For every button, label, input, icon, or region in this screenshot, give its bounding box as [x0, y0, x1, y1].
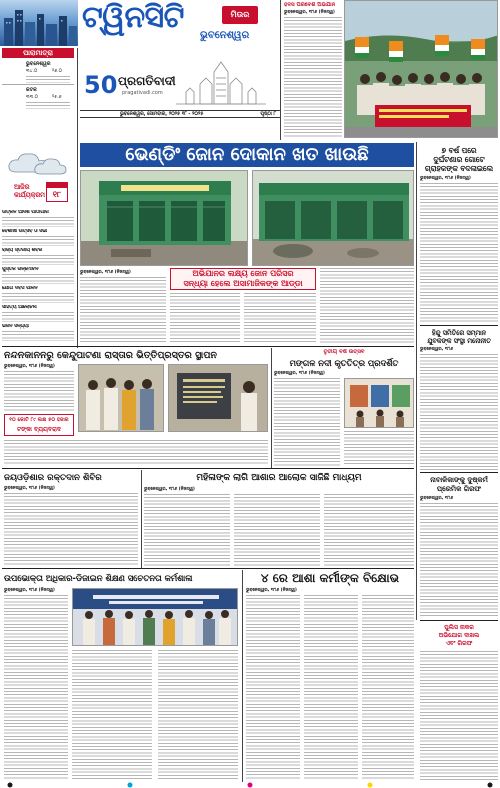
program-list: [2, 210, 74, 342]
nandankanan-body-1: [4, 371, 74, 411]
art-headline: ମଙ୍ଗଳ ନଦୀ କୃତତିତ୍ର ପ୍ରଦର୍ଶିତ: [289, 358, 399, 368]
weather-min-1: ୨୬.୦: [52, 69, 62, 74]
rally-photo: [344, 0, 498, 138]
lead-byline: ଭୁବନେଶ୍ୱର, ୧୮ା୬ (ନିଜସ୍ୱ): [80, 270, 131, 275]
blood-headline: ଜୟଓଡ଼ିଶାର ରକ୍ତଦାନ ଶିବିର: [4, 473, 102, 483]
women-headline: ମହିଳାଙ୍କ ଲାଗି ଆଶାର ଆଲୋକ ସାଜିଛି ମାଧ୍ୟମ: [196, 473, 362, 483]
workshop-body-3: [158, 650, 238, 780]
blood-body: [4, 493, 138, 565]
section-divider: [2, 568, 414, 569]
publisher-site: pragativadi.com: [122, 90, 163, 96]
program-item: [2, 248, 74, 265]
lead-body-col-3: [244, 293, 316, 343]
masthead-badge: ମିଉର: [222, 6, 258, 24]
lead-subhead: ଅଭିଯାନର ଲକ୍ଷ୍ୟ ଜୋନ ପରିସର: [192, 269, 294, 278]
program-label: ଆଜିର କାର୍ଯ୍ୟକ୍ରମ: [14, 183, 45, 199]
art-byline: ଭୁବନେଶ୍ୱର, ୧୮ା୬ (ନିଜସ୍ୱ): [274, 371, 325, 376]
publisher-logo: ପ୍ରଗତିବାଦୀ: [118, 74, 176, 88]
column-divider: [280, 0, 281, 140]
column-divider: [77, 48, 78, 348]
small-right-headline-3: ଏବଂ ଗିରଫ: [445, 640, 473, 647]
masthead-title: ଟ୍ୱିନସିଟି: [82, 0, 184, 35]
workshop-headline: ଉପଭୋକ୍ତା ଅଧିକାର-ଡିଜାଇନ ଶିକ୍ଷଣ ସଚେତନତା କର୍ମଶାଳା: [4, 573, 193, 583]
program-item: [2, 267, 74, 284]
lead-subhead-box: [170, 268, 316, 290]
weather-max-1: ୩୪.୦: [26, 69, 38, 74]
small-right-headline-1: ପୁଲିସ ନାକର: [444, 624, 474, 631]
program-date-badge: [46, 182, 68, 202]
asha-headline: ୪ ରେ ଆଶା କର୍ମୀଙ୍କ ବିକ୍ଷୋଭ: [260, 571, 400, 585]
right-story2-byline: ଭୁବନେଶ୍ୱର, ୧୮ା୬: [420, 347, 454, 352]
vending-zone-photo-2: [252, 170, 414, 266]
right-story1-headline-2: ଦୁର୍ଘଟଣାର ଗୋଟେ: [433, 155, 485, 164]
section-divider: [2, 468, 414, 469]
workshop-body-1: [4, 595, 68, 780]
right-story3-body: [420, 503, 498, 618]
lead-headline-box: [80, 143, 414, 167]
nandankanan-photo-1: [78, 364, 164, 432]
vending-zone-photo-1: [80, 170, 248, 266]
lead-subhead-2: ସନ୍ଧ୍ୟା ହେଲେ ଅସାମାଜିକଙ୍କ ଆଡ୍ଡା: [183, 279, 303, 288]
page-number: ପୃଷ୍ଠା ୮: [260, 112, 276, 117]
program-item-title: ରାଜ୍ୟ ସ୍ତରୀୟ ଶିବିର: [2, 248, 43, 253]
anniversary-number: 50: [84, 71, 118, 99]
art-body-1: [274, 378, 340, 466]
program-item-title: ଭଜନ ସନ୍ଧ୍ୟା: [2, 324, 29, 329]
program-item-title: ଯୋଗ ଦିବସ ପାଳନ: [2, 286, 38, 291]
right-story1-body: [420, 183, 498, 323]
nandankanan-body-2: [4, 440, 268, 464]
weather-city-2: କଟକ: [26, 87, 37, 93]
program-item: [2, 324, 74, 341]
program-item: [2, 210, 74, 227]
program-item-title: ବୈଶାଖୀ ଉତ୍ସବ ଓ ସଭା: [2, 229, 48, 234]
top-story-kicker: ହଦସ ପରିବେଶ ଅଭିଯାନ: [284, 2, 336, 8]
women-body-2: [234, 494, 320, 566]
small-right-headline-2: ଅଭିଯୋଗ ଦାଖଲ: [438, 632, 480, 639]
right-story2-headline-2: ଯୁବକଙ୍କ ସଂସ୍ଥା ମନୋନୀତ: [427, 337, 491, 345]
budget-box: [4, 414, 74, 436]
masthead-city: ଭୁବନେଶ୍ୱର: [200, 30, 250, 41]
dateline-bar: [80, 110, 280, 118]
right-story1-headline-3: ଗ୍ରାହକଙ୍କ ବଦଳାଇଲେ: [424, 164, 494, 173]
program-item-title: ସାହିତ୍ୟ ଆଲୋଚନା: [2, 305, 37, 310]
cloud-icon: [6, 150, 68, 176]
weather-row-2: [2, 87, 74, 111]
weather-panel: [2, 59, 74, 115]
women-body-1: [144, 494, 230, 566]
nandankanan-byline: ଭୁବନେଶ୍ୱର, ୧୮ା୬ (ନିଜସ୍ୱ): [4, 364, 55, 369]
program-date: ୧୮: [52, 190, 62, 199]
right-story2-headline-1: ହିନ୍ଦୁ ସମିତିରେ ସମ୍ମାନ: [431, 329, 487, 337]
nandankanan-headline: ନନ୍ଦନକାନନରୁ କେନ୍ଦୁପାଟଣା ରାସ୍ତାର ଭିତ୍ତିପ୍ରସ୍ତର ସ୍ଥାପନ: [4, 350, 217, 361]
program-item: [2, 286, 74, 303]
top-story-body: [284, 17, 342, 137]
dateline: ଭୁବନେଶ୍ୱର, ସୋମବାର, ୨୦୨୫ ୧୮ - ୨୦୨୫: [120, 112, 204, 117]
temple-illustration: [176, 60, 266, 106]
nandankanan-photo-2: [168, 364, 268, 432]
lead-body-col-1: [80, 277, 166, 343]
workshop-byline: ଭୁବନେଶ୍ୱର, ୧୮ା୬ (ନିଜସ୍ୱ): [4, 588, 55, 593]
lead-body-col-4: [320, 268, 414, 343]
column-divider: [271, 348, 272, 468]
asha-byline: ଭୁବନେଶ୍ୱର, ୧୮ା୬ (ନିଜସ୍ୱ): [246, 588, 297, 593]
program-item-title: ପୁସ୍ତକ ଉନ୍ମୋଚନ: [2, 267, 39, 272]
weather-city-1: ଭୁବନେଶ୍ୱର: [26, 61, 51, 67]
budget-line-1: ୧୦ କୋଟି ୮୯ ଲକ୍ଷ ୫୦ ହଜାର: [9, 417, 69, 423]
registration-marks: [0, 782, 500, 788]
art-exhibition-photo: [344, 378, 414, 428]
asha-body-1: [246, 595, 300, 780]
section-divider: [2, 346, 414, 347]
asha-body-3: [362, 595, 414, 780]
lead-body-col-2: [170, 293, 240, 343]
anniversary-logo: [84, 70, 118, 100]
top-story-byline: ଭୁବନେଶ୍ୱର, ୧୮ା୬ (ନିଜସ୍ୱ): [284, 10, 335, 15]
right-story3-headline-1: ନାବାଳିକାଙ୍କୁ ଦୁଷ୍କର୍ମ: [430, 476, 488, 484]
right-story1-byline: ଭୁବନେଶ୍ୱର, ୧୮ା୬ (ନିଜସ୍ୱ): [420, 176, 471, 181]
art-kicker: ତୃତୀୟ ବର୍ଷ ଉତ୍ସବ: [323, 349, 365, 355]
weather-row-1: [2, 61, 74, 85]
column-divider: [141, 470, 142, 568]
column-divider: [416, 142, 417, 620]
section-divider: [420, 620, 498, 621]
right-story3-byline: ଭୁବନେଶ୍ୱର, ୧୮ା୬: [420, 496, 454, 501]
weather-max-2: ୩୩.୦: [26, 95, 39, 100]
right-story2-body: [420, 354, 498, 470]
section-divider: [420, 325, 498, 326]
column-divider: [242, 570, 243, 782]
program-item: [2, 229, 74, 246]
right-story3-headline-2: ପ୍ରେମିକ ଗିରଫ: [436, 485, 482, 493]
weather-heading: ପାରାମାତ୍ରା: [2, 48, 74, 58]
women-byline: ଭୁବନେଶ୍ୱର, ୧୮ା୬ (ନିଜସ୍ୱ): [144, 487, 195, 492]
section-divider: [420, 472, 498, 473]
program-item: [2, 305, 74, 322]
small-right-body: [420, 651, 498, 780]
weather-min-2: ୨୫.୬: [52, 95, 62, 100]
lead-headline: ଭେଣ୍ଡିଂ ଜୋନ ଦୋକାନ ଖତ ଖାଉଛି: [125, 144, 369, 165]
women-body-3: [324, 494, 414, 566]
asha-body-2: [304, 595, 358, 780]
right-story1-headline-1: ୭ ବର୍ଷ ପରେ: [441, 146, 477, 155]
workshop-body-2: [72, 650, 152, 780]
art-body-2: [344, 431, 414, 466]
budget-line-2: ଟଙ୍କା ବ୍ୟୟବରାଦ: [17, 426, 61, 433]
program-item-title: ଉତ୍କଳ ଆଦର୍ଶ ପାଠାଗାର: [2, 210, 49, 215]
skyline-graphic: [0, 0, 78, 46]
masthead-skyline: [0, 0, 78, 46]
blood-byline: ଭୁବନେଶ୍ୱର, ୧୮ା୬ (ନିଜସ୍ୱ): [4, 486, 55, 491]
workshop-photo: [72, 588, 238, 646]
